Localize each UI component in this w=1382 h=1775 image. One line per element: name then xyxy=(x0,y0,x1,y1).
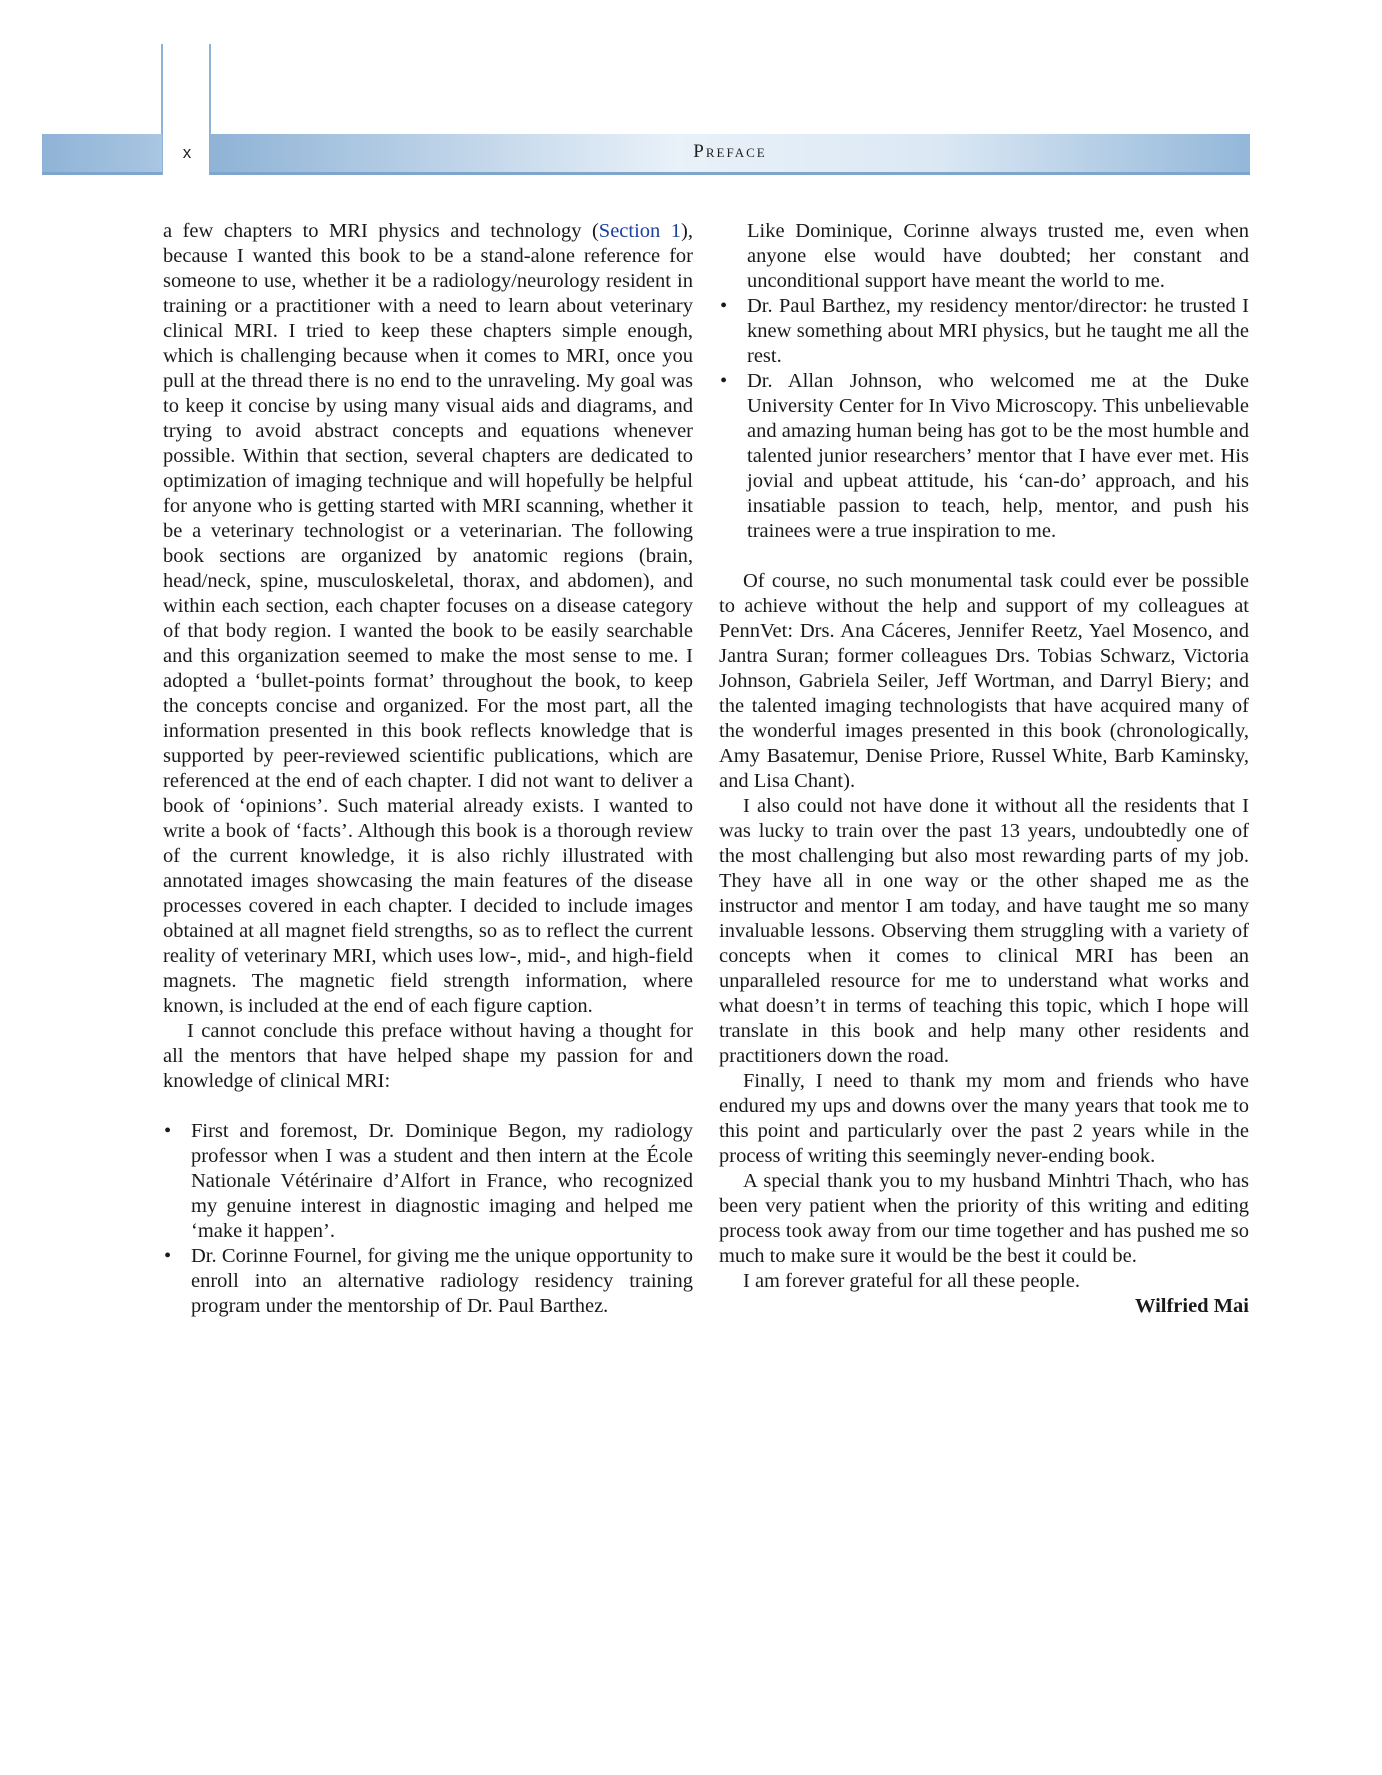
list-item: • Dr. Corinne Fournel, for giving me the unique opportunity to enroll into an alternative radiology residency training program under the mentorship of Dr. Paul Barthez. xyxy=(163,1244,693,1319)
mentor-list xyxy=(163,1119,693,1319)
paragraph: I cannot conclude this preface without having a thought for all the mentors that have helped shape my passion for and knowledge of clinical MRI: xyxy=(163,1020,693,1092)
list-item: • Dr. Paul Barthez, my residency mentor/director: he trusted I knew something about MRI physics, but he taught me all the rest. xyxy=(719,294,1249,369)
author-signature: Wilfried Mai xyxy=(1134,1295,1249,1317)
paragraph-text: a few chapters to MRI physics and technology ( xyxy=(163,220,599,242)
paragraph: I am forever grateful for all these people. xyxy=(743,1270,1080,1292)
list-item-continuation xyxy=(719,219,1249,294)
mentor-list xyxy=(719,294,1249,544)
list-item: • Dr. Allan Johnson, who welcomed me at the Duke University Center for In Vivo Microscopy. This unbelievable and amazing human being has got to be the most humble and talented junior researchers’ mentor that I have ever met. His jovial and upbeat attitude, his ‘can-do’ approach, and his insatiable passion to teach, help, mentor, and push his trainees were a true inspiration to me. xyxy=(719,369,1249,544)
header-band-left xyxy=(42,134,162,175)
paragraph: Of course, no such monumental task could ever be possible to achieve without the help and support of my colleagues at PennVet: Drs. Ana Cáceres, Jennifer Reetz, Yael Mosenco, and Jantra Suran; former colleagues Drs. Tobias Schwarz, Victoria Johnson, Gabriela Seiler, Jeff Wortman, and Darryl Biery; and the talented imaging technologists that have acquired many of the wonderful images presented in this book (chronologically, Amy Basatemur, Denise Priore, Russel White, Barb Kaminsky, and Lisa Chant). xyxy=(719,570,1249,792)
paragraph: Finally, I need to thank my mom and friends who have endured my ups and downs over the many years that took me to this point and particularly over the past 2 years while in the process of writing this seemingly never-ending book. xyxy=(719,1070,1249,1167)
paragraph-text: ), because I wanted this book to be a stand-alone reference for someone to use, whether it be a radiology/neurology resident in training or a practitioner with a need to learn about veterinary clinical MRI. I tried to keep these chapters simple enough, which is challenging because when it comes to MRI, once you pull at the thread there is no end to the unraveling. My goal was to keep it concise by using many visual aids and diagrams, and trying to avoid abstract concepts and equations whenever possible. Within that section, several chapters are dedicated to optimization of imaging technique and will hopefully be helpful for anyone who is getting started with MRI scanning, whether it be a veterinary technologist or a veterinarian. The following book sections are organized by anatomic regions (brain, head/neck, spine, musculoskeletal, thorax, and abdomen), and within each section, each chapter focuses on a disease category of that body region. I wanted the book to be easily searchable and this organization seemed to make the most sense to me. I adopted a ‘bullet-points format’ throughout the book, to keep the concepts concise and organized. For the most part, all the information presented in this book reflects knowledge that is supported by peer-reviewed scientific publications, which are referenced at the end of each chapter. I did not want to deliver a book of ‘opinions’. Such material already exists. I wanted to write a book of ‘facts’. Although this book is a thorough review of the current knowledge, it is also richly illustrated with annotated images showcasing the main features of the disease processes covered in each chapter. I decided to include images obtained at all magnet field strengths, so as to reflect the current reality of veterinary MRI, which uses low-, mid-, and high-field magnets. The magnetic field strength information, where known, is included at the end of each figure caption. xyxy=(163,220,693,1017)
paragraph: A special thank you to my husband Minhtri Thach, who has been very patient when the priority of this writing and editing process took away from our time together and has pushed me so much to make sure it would be the best it could be. xyxy=(719,1170,1249,1267)
paragraph: I also could not have done it without all the residents that I was lucky to train over the past 13 years, undoubtedly one of the most challenging but also most rewarding parts of my job. They have all in one way or the other shaped me as the instructor and mentor I am today, and have taught me so many invaluable lessons. Observing them struggling with a variety of concepts when it comes to clinical MRI has been an unparalleled resource for me to understand what works and what doesn’t in terms of teaching this topic, which I hope will translate in this book and help many other residents and practitioners down the road. xyxy=(719,795,1249,1067)
page-number: x xyxy=(182,143,192,162)
running-head: Preface xyxy=(693,141,767,162)
mentor-list-continued xyxy=(719,219,1249,294)
left-column xyxy=(163,219,693,1319)
right-column xyxy=(719,219,1249,1319)
paragraph xyxy=(163,219,693,1019)
list-item: • First and foremost, Dr. Dominique Begon, my radiology professor when I was a student and then intern at the École Nationale Vétérinaire d’Alfort in France, who recognized my genuine interest in diagnostic imaging and helped me ‘make it happen’. xyxy=(163,1119,693,1244)
continuation-text: Like Dominique, Corinne always trusted me, even when anyone else would have doubted; her constant and unconditional support have meant the world to me. xyxy=(747,220,1249,292)
section-link[interactable]: Section 1 xyxy=(598,220,682,242)
